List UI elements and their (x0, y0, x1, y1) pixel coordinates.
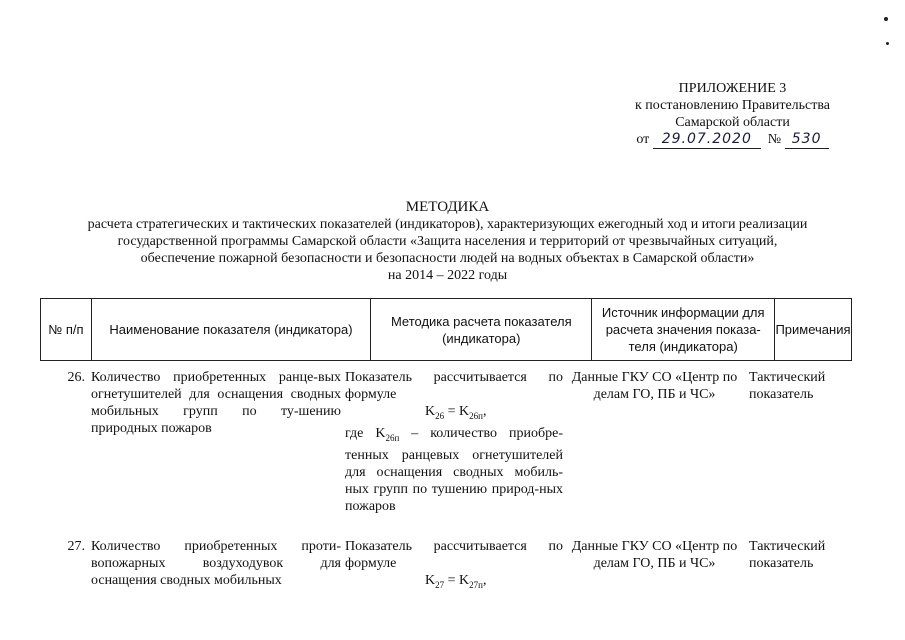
row-method (341, 538, 563, 594)
formula: $K_{27} = K_{27п}$, (425, 573, 487, 590)
table-row (40, 538, 852, 594)
row-indicator-name: Количество приобретенных ранце-вых огнетушителей для оснащения сводных мобильных групп по ту-шению природных пожаров (91, 370, 341, 436)
handwritten-number: 530 (791, 131, 822, 147)
scan-speck (884, 17, 888, 21)
number-field (785, 131, 829, 149)
row-indicator-name: Количество приобретенных проти-вопожарных воздуходувок для оснащения сводных мобильных (91, 539, 341, 588)
header-indicator-name: Наименование показателя (индикатора) (92, 299, 371, 360)
header-number: № п/п (41, 299, 92, 360)
appendix-resolution: к постановлению Правительства (634, 98, 831, 113)
document-subtitle-line-4: на 2014 – 2022 годы (387, 268, 508, 283)
table-row (40, 369, 852, 515)
row-number: 26. (67, 370, 85, 385)
handwritten-date: 29.07.2020 (661, 131, 752, 147)
method-intro: Показатель рассчитывается по формуле (345, 539, 563, 571)
header-notes: Примечания (775, 322, 851, 337)
appendix-date-line (560, 131, 905, 149)
number-prefix: № (767, 132, 782, 147)
document-subtitle-line-1: расчета стратегических и тактических показателей (индикаторов), характеризующих ежегодный ход и итоги реализации (87, 217, 808, 232)
document-title: МЕТОДИКА (405, 199, 490, 215)
row-note: Тактический показатель (749, 370, 826, 402)
formula-definition: где $K_{26п}$ – количество приобре-тенных ранцевых огнетушителей для оснащения сводных мобиль-ных групп по тушению природ-ных пожаров (345, 425, 563, 514)
scan-speck (886, 42, 889, 45)
date-prefix: от (636, 132, 650, 147)
method-intro: Показатель рассчитывается по формуле (345, 370, 563, 402)
header-method: Методика расчета показателя (индикатора) (371, 299, 592, 360)
table-header (40, 298, 852, 361)
row-number: 27. (67, 539, 85, 554)
row-note: Тактический показатель (749, 539, 826, 571)
document-title-block (40, 199, 855, 284)
appendix-title: ПРИЛОЖЕНИЕ 3 (678, 81, 787, 96)
document-subtitle-line-2: государственной программы Самарской области «Защита населения и территорий от чрезвычайных ситуаций, (117, 234, 778, 249)
row-source: Данные ГКУ СО «Центр по делам ГО, ПБ и ЧС» (571, 539, 738, 571)
appendix-block (560, 80, 905, 149)
header-source: Источник информации для расчета значения показа-теля (индикатора) (592, 299, 775, 360)
formula: $K_{26} = K_{26п}$, (425, 404, 487, 421)
appendix-region: Самарской области (675, 115, 790, 130)
row-source: Данные ГКУ СО «Центр по делам ГО, ПБ и ЧС» (571, 370, 738, 402)
row-method (341, 369, 563, 515)
document-subtitle-line-3: обеспечение пожарной безопасности и безопасности людей на водных объектах в Самарской области» (140, 251, 755, 266)
date-field (653, 131, 761, 149)
